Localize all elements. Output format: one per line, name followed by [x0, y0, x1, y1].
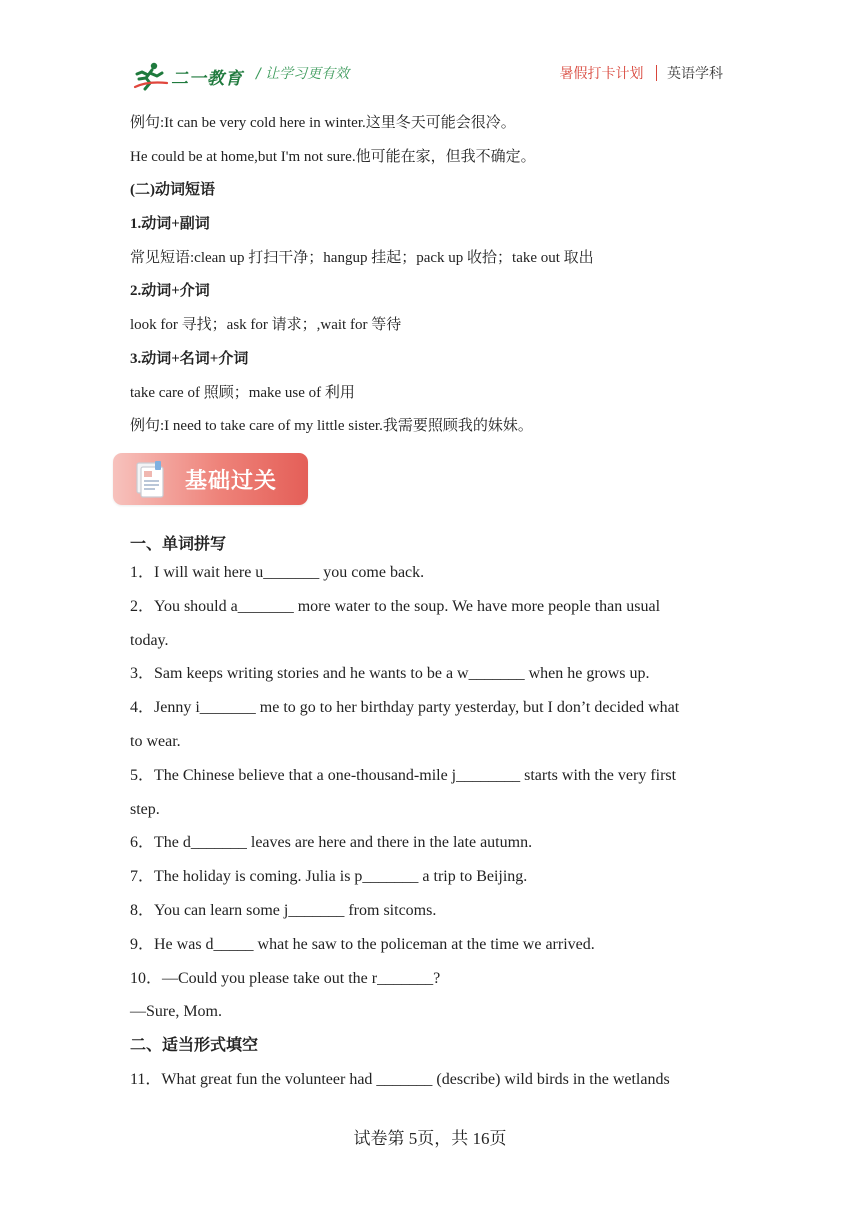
- question-line: 9．He was d_____ what he saw to the policeman at the time we arrived.: [130, 936, 595, 953]
- page-header: [0, 0, 860, 100]
- page-footer: 试卷第 5页，共 16页: [353, 1129, 507, 1148]
- question-line: 3．Sam keeps writing stories and he wants to be a w_______ when he grows up.: [130, 665, 650, 682]
- subsection-title-1: 1.动词+副词: [130, 216, 210, 232]
- example-sentence-3: 例句:I need to take care of my little sister.我需要照顾我的妹妹。: [130, 418, 533, 434]
- question-line: 8．You can learn some j_______ from sitcoms.: [130, 902, 437, 919]
- question-line: 2．You should a_______ more water to the soup. We have more people than usual: [130, 598, 661, 615]
- banner-title: 基础过关: [185, 469, 278, 494]
- slogan: / 让学习更有效: [256, 66, 350, 82]
- subsection-text-2: look for 寻找；ask for 请求；,wait for 等待: [130, 317, 402, 333]
- question-line: —Sure, Mom.: [130, 1003, 222, 1020]
- question-line: 7．The holiday is coming. Julia is p_______ a trip to Beijing.: [130, 868, 528, 885]
- question-line: 5．The Chinese believe that a one-thousand-mile j________ starts with the very first: [130, 767, 677, 784]
- plan-label: 暑假打卡计划: [559, 66, 644, 82]
- subsection-text-1: 常见短语:clean up 打扫干净；hangup 挂起；pack up 收拾；take out 取出: [130, 250, 594, 266]
- question-line: 11．What great fun the volunteer had _______ (describe) wild birds in the wetlands: [130, 1071, 670, 1088]
- section-title-verb-phrases: (二)动词短语: [130, 182, 215, 198]
- part-1-title: 一、单词拼写: [130, 536, 227, 553]
- example-sentence-2: He could be at home,but I'm not sure.他可能在家，但我不确定。: [130, 149, 536, 165]
- subsection-title-2: 2.动词+介词: [130, 283, 210, 299]
- part-2-title: 二、适当形式填空: [130, 1037, 259, 1054]
- question-line: step.: [130, 801, 160, 818]
- subject-label: 英语学科: [667, 66, 723, 82]
- logo-text: 二一教育: [171, 68, 243, 89]
- example-sentence-1: 例句:It can be very cold here in winter.这里冬天可能会很冷。: [130, 115, 516, 131]
- question-line: to wear.: [130, 733, 181, 750]
- logo: [133, 60, 243, 92]
- question-line: 10．—Could you please take out the r_______?: [130, 970, 441, 987]
- section-banner: [113, 453, 308, 505]
- header-right: [560, 63, 724, 83]
- subsection-text-3: take care of 照顾；make use of 利用: [130, 385, 355, 401]
- document-icon: [131, 459, 167, 499]
- question-line: 6．The d_______ leaves are here and there in the late autumn.: [130, 834, 533, 851]
- subsection-title-3: 3.动词+名词+介词: [130, 351, 249, 367]
- runner-logo-icon: [133, 61, 169, 91]
- question-line: 1．I will wait here u_______ you come back.: [130, 564, 425, 581]
- question-line: today.: [130, 632, 169, 649]
- header-divider: [656, 65, 658, 81]
- question-line: 4．Jenny i_______ me to go to her birthday party yesterday, but I don’t decided what: [130, 699, 680, 716]
